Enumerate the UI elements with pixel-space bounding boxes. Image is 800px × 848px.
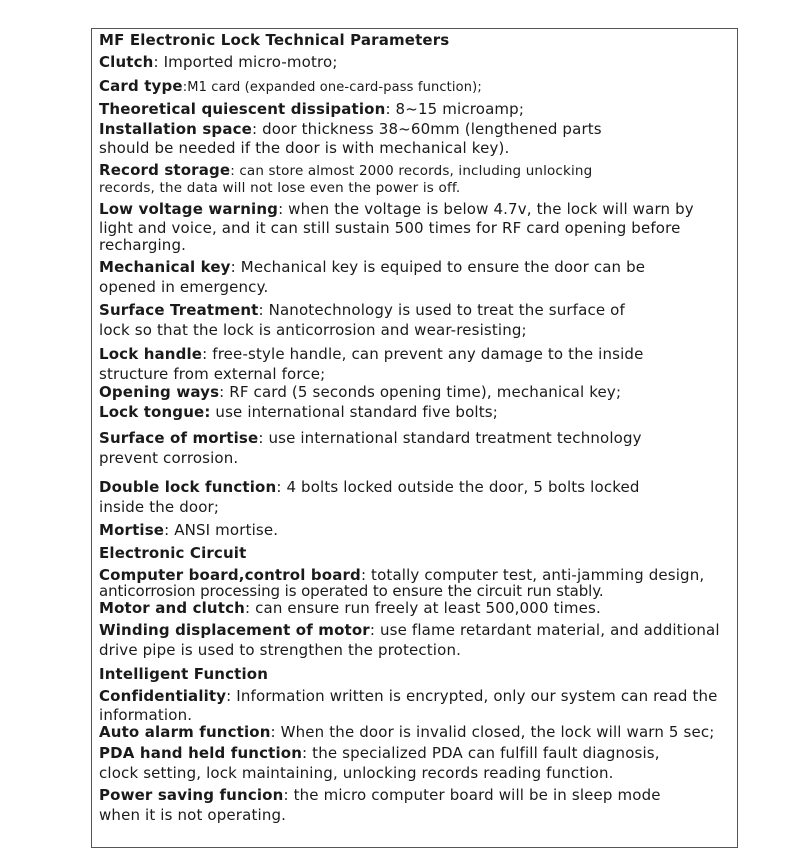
param-text-cont: opened in emergency. (99, 278, 269, 296)
param-text: : use flame retardant material, and additional (369, 621, 720, 639)
param-text: : When the door is invalid closed, the lock will warn 5 sec; (270, 723, 715, 741)
param-label: Computer board,control board (99, 566, 361, 584)
param-text: : can store almost 2000 records, including unlocking (230, 163, 593, 179)
param-lock-handle (99, 345, 643, 363)
param-text: : can ensure run freely at least 500,000 times. (244, 599, 601, 617)
param-label: Auto alarm function (99, 723, 271, 741)
param-text-cont: records, the data will not lose even the power is off. (99, 180, 461, 196)
param-text: : Information written is encrypted, only our system can read the (226, 687, 718, 705)
param-label: Card type (99, 77, 183, 95)
param-power-saving (99, 786, 661, 804)
param-motor-clutch (99, 599, 601, 617)
param-label: Lock tongue: (99, 403, 211, 421)
param-label: Opening ways (99, 383, 220, 401)
param-text: : door thickness 38~60mm (lengthened parts (251, 120, 602, 138)
doc-title: MF Electronic Lock Technical Parameters (99, 31, 450, 49)
param-text: : when the voltage is below 4.7v, the lock will warn by (278, 200, 694, 218)
param-text: :M1 card (expanded one-card-pass function); (182, 80, 482, 95)
param-text: : the micro computer board will be in sleep mode (283, 786, 661, 804)
param-text: : free-style handle, can prevent any damage to the inside (202, 345, 644, 363)
param-installation (99, 120, 602, 138)
param-text: : RF card (5 seconds opening time), mechanical key; (219, 383, 622, 401)
param-pda-function (99, 744, 660, 762)
param-auto-alarm (99, 723, 714, 741)
param-card-type (99, 77, 482, 97)
param-label: Theoretical quiescent dissipation (99, 100, 386, 118)
param-dissipation (99, 100, 524, 118)
param-text-cont: drive pipe is used to strengthen the protection. (99, 641, 462, 659)
param-label: Double lock function (99, 478, 277, 496)
param-text: : 4 bolts locked outside the door, 5 bolts locked (276, 478, 640, 496)
param-label: Record storage (99, 161, 231, 179)
param-mortise (99, 521, 278, 539)
section-heading-intelligent: Intelligent Function (99, 665, 269, 683)
section-heading-electronic: Electronic Circuit (99, 544, 247, 562)
param-label: Surface of mortise (99, 429, 259, 447)
param-text-cont: inside the door; (99, 498, 220, 516)
param-text-cont: when it is not operating. (99, 806, 287, 824)
param-text: : Nanotechnology is used to treat the surface of (258, 301, 625, 319)
param-label: Winding displacement of motor (99, 621, 370, 639)
param-text: : ANSI mortise. (164, 521, 279, 539)
param-text-cont: clock setting, lock maintaining, unlocking records reading function. (99, 764, 614, 782)
param-clutch (99, 53, 338, 71)
param-text-cont: lock so that the lock is anticorrosion and wear-resisting; (99, 321, 527, 339)
param-label: Low voltage warning (99, 200, 279, 218)
param-label: Installation space (99, 120, 252, 138)
param-text-cont: structure from external force; (99, 365, 326, 383)
param-text-cont: prevent corrosion. (99, 449, 239, 467)
param-text: : totally computer test, anti-jamming design, (360, 566, 705, 584)
param-text: : the specialized PDA can fulfill fault diagnosis, (302, 744, 660, 762)
param-mechanical-key (99, 258, 645, 276)
param-record-storage (99, 161, 592, 180)
param-opening-ways (99, 383, 621, 401)
param-label: Clutch (99, 53, 154, 71)
param-label: Motor and clutch (99, 599, 245, 617)
param-surface-treatment (99, 301, 625, 319)
param-text-cont: information. (99, 706, 193, 724)
param-confidentiality (99, 687, 718, 705)
param-text: : 8~15 microamp; (385, 100, 525, 118)
param-text: use international standard five bolts; (210, 403, 498, 421)
param-label: Confidentiality (99, 687, 227, 705)
param-winding-displacement (99, 621, 720, 639)
param-text: : use international standard treatment technology (258, 429, 642, 447)
param-label: Power saving funcion (99, 786, 284, 804)
param-label: PDA hand held function (99, 744, 303, 762)
param-text-cont: recharging. (99, 236, 187, 254)
param-text: : Imported micro-motro; (153, 53, 338, 71)
param-label: Lock handle (99, 345, 203, 363)
param-label: Mortise (99, 521, 165, 539)
param-double-lock (99, 478, 640, 496)
param-lock-tongue (99, 403, 498, 421)
param-text-cont: anticorrosion processing is operated to ensure the circuit run stably. (99, 582, 604, 600)
param-label: Mechanical key (99, 258, 231, 276)
param-low-voltage (99, 200, 694, 218)
param-text-cont: light and voice, and it can still sustain 500 times for RF card opening before (99, 219, 681, 237)
param-surface-mortise (99, 429, 642, 447)
param-text: : Mechanical key is equiped to ensure the door can be (230, 258, 646, 276)
param-label: Surface Treatment (99, 301, 259, 319)
param-text-cont: should be needed if the door is with mechanical key). (99, 139, 510, 157)
